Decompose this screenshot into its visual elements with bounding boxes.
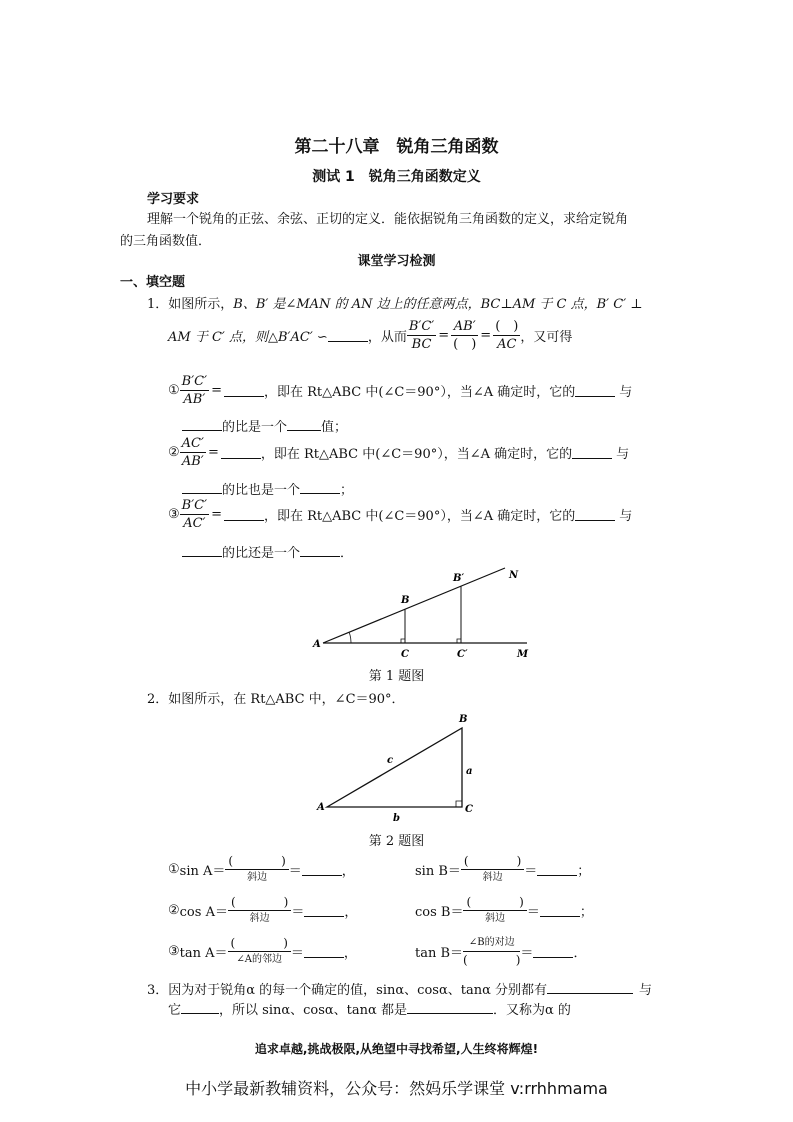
q1-item2-text: ，即在 Rt△ABC 中(∠C＝90°），当∠A 确定时，它的 <box>260 447 573 462</box>
q1-item1-line2-text: 的比是一个 <box>222 420 288 435</box>
q1-line1-text: B、B′ 是∠MAN 的 AN 边上的任意两点，BC⊥AM 于 C 点，B′ C′ ⊥ <box>233 297 643 312</box>
label-bp: B′ <box>453 573 465 584</box>
q2-cos-b-den: 斜边 <box>485 913 506 924</box>
q1-frac3-den: AC <box>497 337 517 352</box>
q2-cos-a-equals: ＝ <box>291 905 305 920</box>
q2-row-tan-a <box>168 935 357 968</box>
label-side-c: c <box>387 755 394 766</box>
q1-item1-end: 值； <box>321 420 348 435</box>
q2-cos-b-end: ； <box>579 905 593 920</box>
q1-line2: AM 于 C′ 点，则△B′AC′ ∽ ，从而 $\frac{B'C'}{BC}$ = $\frac{AB'}{( )}$ = $\frac{( )}{AC}$ ，又可得 <box>168 319 573 352</box>
figure-1-diagram <box>305 565 545 665</box>
q1-fraction-2 <box>451 318 478 353</box>
q1-item2: ② $\frac{AC'}{AB'}$ = ，即在 Rt△ABC 中(∠C＝90°），当∠A 确定时，它的 与 <box>168 436 630 469</box>
q1-item3-den: AC′ <box>183 516 206 531</box>
q2-sin-a-equals: ＝ <box>288 864 302 879</box>
q2-sin-a-label: sin A＝ <box>179 864 226 879</box>
angle-arc-a <box>349 632 351 643</box>
q1-blank-similar[interactable] <box>328 330 368 342</box>
q1-item1-den: AB′ <box>183 392 206 407</box>
label-c: C <box>401 649 409 660</box>
q1-fraction-1 <box>407 318 436 353</box>
q3-line1-end: 与 <box>638 983 652 998</box>
q1-item3-blank-value[interactable] <box>224 509 264 521</box>
q1-item3-blank-type[interactable] <box>300 545 340 557</box>
q2-row-sin-b <box>415 853 590 886</box>
q3-line1 <box>147 979 652 998</box>
q1-frac2-num: AB′ <box>451 318 478 336</box>
q1-item1-num: B′C′ <box>181 374 208 389</box>
q1-line2-from: ，从而 <box>367 330 407 345</box>
figure-2-caption: 第 2 题图 <box>368 834 425 849</box>
requirements-text-line1: 理解一个锐角的正弦、余弦、正切的定义．能依据锐角三角函数的定义，求给定锐角 <box>147 212 629 227</box>
q1-item2-mark: ② <box>168 445 180 460</box>
q2-sin-b-fraction <box>461 853 524 886</box>
q2-tan-b-fraction <box>463 935 520 968</box>
q1-item1-blank-side1[interactable] <box>575 385 615 397</box>
label-side-b: b <box>393 813 400 824</box>
label-side-a: a <box>466 766 473 777</box>
q2-cos-a-end: ， <box>344 905 358 920</box>
label-cp: C′ <box>457 649 468 660</box>
q3-line2-start: 它 <box>168 1003 182 1018</box>
q2-row1-mark: ① <box>168 862 180 877</box>
ray-an <box>323 568 505 643</box>
label-a: A <box>313 639 321 650</box>
q2-cos-a-num[interactable]: ( ) <box>228 894 291 911</box>
q1-frac1-den: BC <box>411 337 432 352</box>
q1-item3-end: ． <box>340 546 354 561</box>
q1-item2-end: ； <box>340 483 354 498</box>
q2-tan-b-blank[interactable] <box>533 946 573 958</box>
q2-sin-a-blank[interactable] <box>302 864 342 876</box>
q2-cos-b-blank[interactable] <box>540 905 580 917</box>
q1-item1-with: 与 <box>619 385 633 400</box>
q1-item3: ③ $\frac{B'C'}{AC'}$ = ，即在 Rt△ABC 中(∠C＝90°），当∠A 确定时，它的 与 <box>168 498 633 531</box>
q1-fraction-3 <box>493 318 520 353</box>
q2-cos-b-label: cos B＝ <box>415 905 464 920</box>
q2-line1: 2．如图所示，在 Rt△ABC 中，∠C＝90°． <box>147 692 405 707</box>
q2-sin-b-den: 斜边 <box>482 872 503 883</box>
q2-row-cos-b <box>415 894 593 927</box>
q1-item2-blank-value[interactable] <box>221 447 261 459</box>
q2-tan-b-den[interactable]: ( ) <box>463 953 521 967</box>
q1-item2-line2-text: 的比也是一个 <box>222 483 301 498</box>
q2-sin-a-num[interactable]: ( ) <box>225 853 288 870</box>
q2-tan-b-num: ∠B的对边 <box>463 935 520 952</box>
q2-sin-a-end: ， <box>341 864 355 879</box>
q3-line1-text: 3．因为对于锐角α 的每一个确定的值，sinα、cosα、tanα 分别都有 <box>147 983 547 998</box>
q1-item2-with: 与 <box>616 447 630 462</box>
q2-tan-a-equals: ＝ <box>290 946 304 961</box>
q1-frac3-num[interactable]: ( ) <box>495 319 519 334</box>
q3-line2 <box>168 999 571 1018</box>
label-c2: C <box>465 804 473 815</box>
q2-sin-b-blank[interactable] <box>537 864 577 876</box>
q2-cos-b-equals: ＝ <box>526 905 540 920</box>
figure-2-diagram <box>315 710 485 825</box>
q2-cos-a-fraction <box>228 894 291 927</box>
q1-item2-blank-side2[interactable] <box>182 482 222 494</box>
q1-frac1-num: B′C′ <box>408 319 435 334</box>
q2-cos-a-label: cos A＝ <box>179 905 228 920</box>
chapter-title: 第二十八章 锐角三角函数 <box>294 137 499 157</box>
q1-item2-blank-side1[interactable] <box>572 447 612 459</box>
q2-tan-a-end: ， <box>343 946 357 961</box>
test-title: 测试 1 锐角三角函数定义 <box>312 169 481 185</box>
q1-item1-blank-type[interactable] <box>287 419 321 431</box>
q1-item1-blank-side2[interactable] <box>182 419 222 431</box>
q1-item1-line2 <box>182 416 347 435</box>
q1-item3-mark: ③ <box>168 507 180 522</box>
q2-cos-b-num[interactable]: ( ) <box>463 894 526 911</box>
q2-cos-a-den: 斜边 <box>249 913 270 924</box>
q2-sin-b-num[interactable]: ( ) <box>461 853 524 870</box>
label-n: N <box>509 570 519 581</box>
footer-motto: 追求卓越,挑战极限,从绝望中寻找希望,人生终将辉煌! <box>254 1042 539 1056</box>
q2-sin-b-end: ； <box>577 864 591 879</box>
q2-tan-a-label: tan A＝ <box>179 946 228 961</box>
requirements-heading: 学习要求 <box>147 192 200 207</box>
q2-cos-a-blank[interactable] <box>304 905 344 917</box>
q1-line2-end: ，又可得 <box>520 330 573 345</box>
q1-item1: ① $\frac{B'C'}{AB'}$ = ，即在 Rt△ABC 中(∠C＝90°），当∠A 确定时，它的 与 <box>168 374 633 407</box>
q2-tan-a-fraction <box>228 935 291 968</box>
q1-line1 <box>147 293 643 312</box>
triangle-abc <box>327 728 462 807</box>
label-a2: A <box>317 802 325 813</box>
figure-1-caption: 第 1 题图 <box>368 669 425 684</box>
q1-item1-text: ，即在 Rt△ABC 中(∠C＝90°），当∠A 确定时，它的 <box>263 385 576 400</box>
q2-row2-mark: ② <box>168 903 180 918</box>
q1-number: 1．如图所示， <box>147 297 234 312</box>
q3-line2-mid: ，所以 sinα、cosα、tanα 都是 <box>219 1003 407 1018</box>
q2-tan-a-blank[interactable] <box>304 946 344 958</box>
q1-item3-line2-text: 的比还是一个 <box>222 546 301 561</box>
q3-blank-1[interactable] <box>547 982 633 994</box>
q1-item3-line2 <box>182 542 353 561</box>
q1-item2-fraction <box>180 435 206 470</box>
label-m: M <box>517 649 529 660</box>
q2-sin-a-fraction <box>225 853 288 886</box>
q2-row-tan-b <box>415 935 586 968</box>
q2-tan-b-label: tan B＝ <box>415 946 464 961</box>
section-heading: 课堂学习检测 <box>357 254 436 269</box>
q2-tan-a-den: ∠A的邻边 <box>236 954 283 965</box>
q2-row-sin-a <box>168 853 355 886</box>
label-b: B <box>401 595 410 606</box>
q2-sin-a-den: 斜边 <box>247 872 268 883</box>
q1-item1-mark: ① <box>168 383 180 398</box>
q2-tan-a-num[interactable]: ( ) <box>228 935 291 952</box>
q2-cos-b-fraction <box>463 894 526 927</box>
footer-watermark: 中小学最新教辅资料，公众号：然妈乐学课堂 v:rrhhmama <box>185 1079 608 1098</box>
label-b2: B <box>459 714 468 725</box>
q2-sin-b-equals: ＝ <box>524 864 538 879</box>
part1-heading: 一、填空题 <box>120 275 186 290</box>
right-angle-c2 <box>456 801 462 807</box>
q3-line2-end: ．又称为α 的 <box>492 1003 571 1018</box>
q1-item2-den: AB′ <box>181 454 204 469</box>
q2-row3-mark: ③ <box>168 944 180 959</box>
q1-item3-with: 与 <box>619 509 633 524</box>
q1-item3-fraction <box>180 497 209 532</box>
q1-item3-text: ，即在 Rt△ABC 中(∠C＝90°），当∠A 确定时，它的 <box>263 509 576 524</box>
q2-tan-b-equals: ＝ <box>520 946 534 961</box>
q1-item3-num: B′C′ <box>181 498 208 513</box>
q2-tan-b-end: ． <box>573 946 587 961</box>
q1-line2-text: AM 于 C′ 点，则△B′AC′ ∽ <box>168 330 328 345</box>
q1-item3-blank-side2[interactable] <box>182 545 222 557</box>
requirements-text-line2: 的三角函数值． <box>120 234 212 249</box>
q3-blank-2[interactable] <box>181 1002 219 1014</box>
q2-sin-b-label: sin B＝ <box>415 864 461 879</box>
q1-item3-blank-side1[interactable] <box>575 509 615 521</box>
q3-blank-3[interactable] <box>407 1002 493 1014</box>
q1-item2-blank-type[interactable] <box>300 482 340 494</box>
q1-item1-blank-value[interactable] <box>224 385 264 397</box>
q1-item1-fraction <box>180 373 209 408</box>
q2-row-cos-a <box>168 894 357 927</box>
q1-item2-line2 <box>182 479 353 498</box>
q1-frac2-den[interactable]: ( ) <box>453 337 477 352</box>
q1-item2-num: AC′ <box>181 436 204 451</box>
